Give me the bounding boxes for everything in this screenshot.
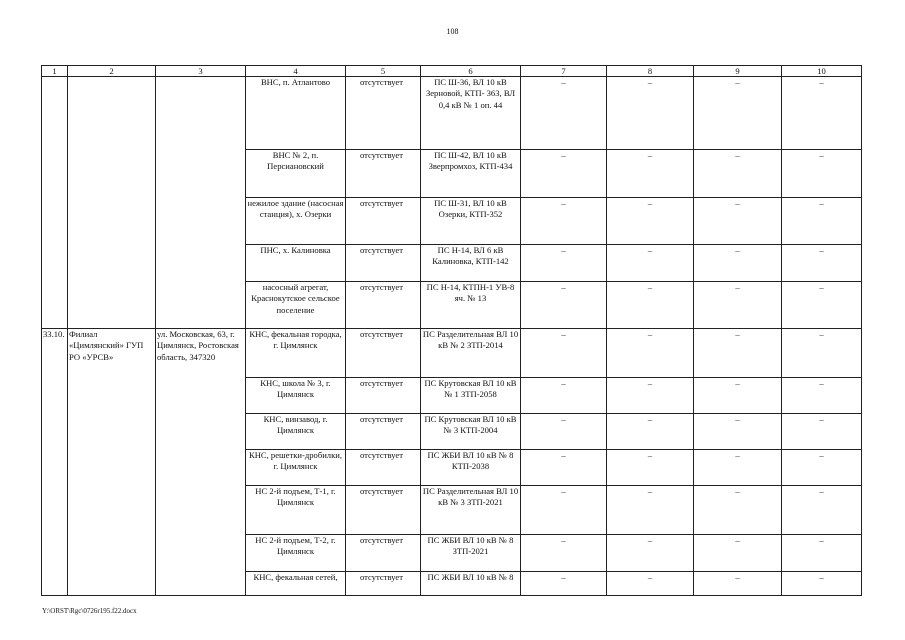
col-header: 5 (346, 66, 421, 77)
dash-cell: – (782, 535, 862, 572)
organization-name: Филиал «Цимлянский» ГУП РО «УРСВ» (68, 329, 156, 596)
table-row (42, 329, 862, 378)
status-cell: отсутствует (346, 198, 421, 245)
object-cell: ВНС № 2, п. Персиановский (246, 150, 346, 198)
power-source-cell: ПС Н-14, КТПН-1 УВ-8 яч. № 13 (421, 282, 521, 329)
organization-address: ул. Московская, 63, г. Цимлянск, Ростовская область, 347320 (156, 329, 246, 596)
dash-cell: – (782, 329, 862, 378)
dash-cell: – (694, 572, 782, 596)
dash-cell: – (607, 414, 694, 450)
dash-cell: – (521, 329, 607, 378)
power-source-cell: ПС Разделительная ВЛ 10 кВ № 3 ЗТП-2021 (421, 486, 521, 535)
dash-cell: – (782, 282, 862, 329)
dash-cell: – (694, 535, 782, 572)
cell-empty (68, 77, 156, 329)
dash-cell: – (521, 150, 607, 198)
object-cell: ВНС, п. Атлантово (246, 77, 346, 150)
dash-cell: – (782, 77, 862, 150)
dash-cell: – (782, 245, 862, 282)
dash-cell: – (521, 378, 607, 414)
dash-cell: – (607, 486, 694, 535)
status-cell: отсутствует (346, 329, 421, 378)
table-row (42, 77, 862, 150)
dash-cell: – (694, 486, 782, 535)
dash-cell: – (694, 414, 782, 450)
object-cell: ПНС, х. Калиновка (246, 245, 346, 282)
dash-cell: – (521, 486, 607, 535)
power-source-cell: ПС ЖБИ ВЛ 10 кВ № 8 (421, 572, 521, 596)
data-table (41, 65, 862, 596)
power-source-cell: ПС Крутовская ВЛ 10 кВ № 3 КТП-2004 (421, 414, 521, 450)
dash-cell: – (521, 535, 607, 572)
page-number: 108 (446, 27, 459, 36)
status-cell: отсутствует (346, 282, 421, 329)
column-number-row (42, 66, 862, 77)
dash-cell: – (694, 198, 782, 245)
status-cell: отсутствует (346, 486, 421, 535)
dash-cell: – (521, 282, 607, 329)
dash-cell: – (521, 245, 607, 282)
dash-cell: – (607, 378, 694, 414)
dash-cell: – (694, 150, 782, 198)
status-cell: отсутствует (346, 245, 421, 282)
dash-cell: – (607, 282, 694, 329)
dash-cell: – (521, 450, 607, 486)
object-cell: КНС, фекальная городка, г. Цимлянск (246, 329, 346, 378)
object-cell: НС 2-й подъем, Т-1, г. Цимлянск (246, 486, 346, 535)
dash-cell: – (607, 535, 694, 572)
object-cell: насосный агрегат, Краснокутское сельское поселение (246, 282, 346, 329)
power-source-cell: ПС ЖБИ ВЛ 10 кВ № 8 КТП-2038 (421, 450, 521, 486)
dash-cell: – (694, 450, 782, 486)
power-source-cell: ПС Ш-36, ВЛ 10 кВ Зерновой, КТП- 363, ВЛ 0,4 кВ № 1 оп. 44 (421, 77, 521, 150)
dash-cell: – (521, 77, 607, 150)
status-cell: отсутствует (346, 450, 421, 486)
dash-cell: – (607, 150, 694, 198)
col-header: 10 (782, 66, 862, 77)
footer-file-path: Y:\ORST\Rgc\0726r195.f22.docx (42, 607, 137, 615)
object-cell: КНС, решетки-дробилки, г. Цимлянск (246, 450, 346, 486)
dash-cell: – (694, 282, 782, 329)
dash-cell: – (607, 77, 694, 150)
status-cell: отсутствует (346, 535, 421, 572)
dash-cell: – (782, 150, 862, 198)
dash-cell: – (607, 329, 694, 378)
dash-cell: – (521, 198, 607, 245)
col-header: 7 (521, 66, 607, 77)
dash-cell: – (782, 378, 862, 414)
col-header: 8 (607, 66, 694, 77)
dash-cell: – (782, 198, 862, 245)
dash-cell: – (782, 572, 862, 596)
cell-empty (42, 77, 68, 329)
power-source-cell: ПС Крутовская ВЛ 10 кВ № 1 ЗТП-2058 (421, 378, 521, 414)
entry-number: 33.10. (42, 329, 68, 596)
col-header: 1 (42, 66, 68, 77)
status-cell: отсутствует (346, 414, 421, 450)
dash-cell: – (694, 329, 782, 378)
dash-cell: – (694, 378, 782, 414)
power-source-cell: ПС Ш-42, ВЛ 10 кВ Зверпромхоз, КТП-434 (421, 150, 521, 198)
dash-cell: – (607, 450, 694, 486)
dash-cell: – (607, 572, 694, 596)
dash-cell: – (782, 450, 862, 486)
status-cell: отсутствует (346, 150, 421, 198)
power-source-cell: ПС Н-14, ВЛ 6 кВ Калиновка, КТП-142 (421, 245, 521, 282)
power-source-cell: ПС Разделительная ВЛ 10 кВ № 2 ЗТП-2014 (421, 329, 521, 378)
dash-cell: – (782, 486, 862, 535)
status-cell: отсутствует (346, 572, 421, 596)
cell-empty (156, 77, 246, 329)
dash-cell: – (521, 414, 607, 450)
dash-cell: – (782, 414, 862, 450)
object-cell: НС 2-й подъем, Т-2, г. Цимлянск (246, 535, 346, 572)
object-cell: нежилое здание (насосная станция), х. Озерки (246, 198, 346, 245)
col-header: 4 (246, 66, 346, 77)
dash-cell: – (607, 245, 694, 282)
col-header: 9 (694, 66, 782, 77)
power-source-cell: ПС Ш-31, ВЛ 10 кВ Озерки, КТП-352 (421, 198, 521, 245)
col-header: 6 (421, 66, 521, 77)
dash-cell: – (694, 245, 782, 282)
dash-cell: – (694, 77, 782, 150)
power-source-cell: ПС ЖБИ ВЛ 10 кВ № 8 ЗТП-2021 (421, 535, 521, 572)
status-cell: отсутствует (346, 378, 421, 414)
object-cell: КНС, школа № 3, г. Цимлянск (246, 378, 346, 414)
dash-cell: – (521, 572, 607, 596)
dash-cell: – (607, 198, 694, 245)
col-header: 3 (156, 66, 246, 77)
object-cell: КНС, винзавод, г. Цимлянск (246, 414, 346, 450)
status-cell: отсутствует (346, 77, 421, 150)
col-header: 2 (68, 66, 156, 77)
object-cell: КНС, фекальная сетей, (246, 572, 346, 596)
